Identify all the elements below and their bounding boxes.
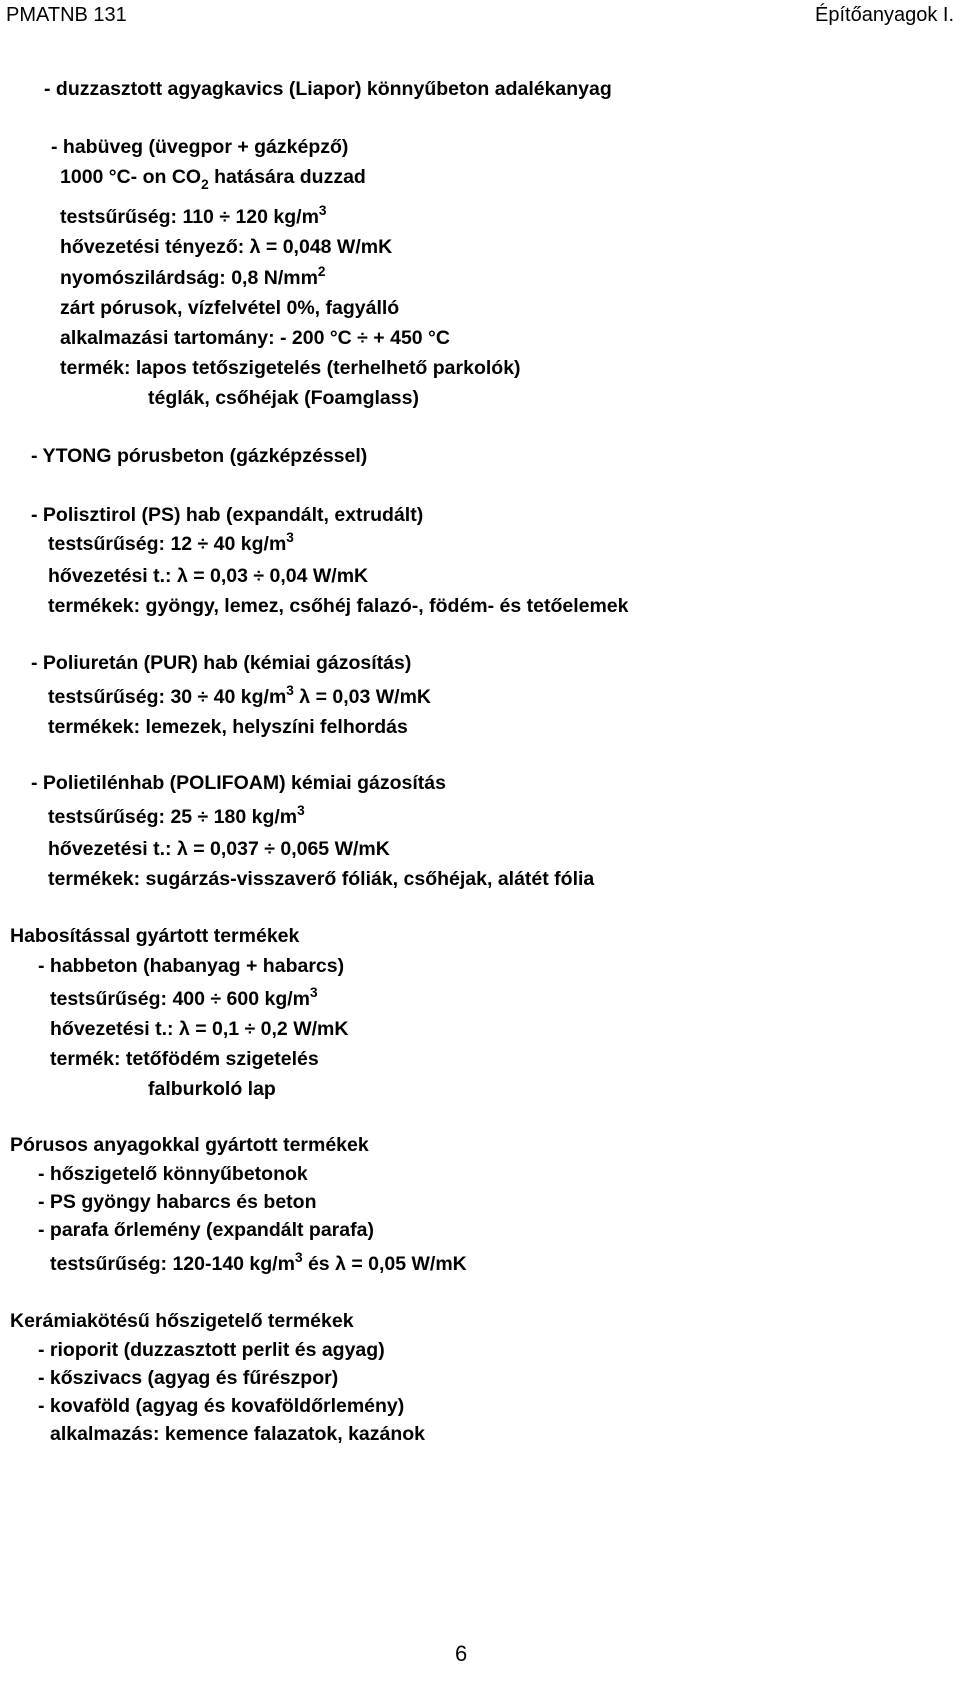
text-line: - kőszivacs (agyag és fűrészpor) [38, 1367, 339, 1389]
text-line: termék: tetőfödém szigetelés [50, 1048, 319, 1070]
page-header-left: PMATNB 131 [6, 4, 127, 26]
text-line: - habbeton (habanyag + habarcs) [38, 955, 345, 977]
text-line: zárt pórusok, vízfelvétel 0%, fagyálló [60, 297, 400, 319]
text-line: - hőszigetelő könnyűbetonok [38, 1163, 308, 1185]
text-line: - habüveg (üvegpor + gázképző) [51, 136, 349, 158]
text-line: - Polietilénhab (POLIFOAM) kémiai gázosítás [31, 772, 446, 794]
section-heading: Pórusos anyagokkal gyártott termékek [10, 1134, 369, 1156]
text-line: termékek: sugárzás-visszaverő fóliák, csőhéjak, alátét fólia [48, 868, 595, 890]
text-line: testsűrűség: 120-140 $kg/m^3$ és λ = 0,05 W/mK [50, 1249, 467, 1275]
text-line: falburkoló lap [148, 1078, 276, 1100]
section-heading: Habosítással gyártott termékek [10, 925, 300, 947]
text-line: hővezetési t.: λ = 0,1 ÷ 0,2 W/mK [50, 1018, 349, 1040]
text-line: termékek: gyöngy, lemez, csőhéj falazó-, födém- és tetőelemek [48, 595, 629, 617]
text-line: termék: lapos tetőszigetelés (terhelhető parkolók) [60, 357, 521, 379]
text-line: testsűrűség: 400 ÷ 600 $kg/m^3$ [50, 984, 318, 1010]
text-line: 1000 °C- on $CO_2$ hatására duzzad [60, 166, 366, 193]
section-heading: Kerámiakötésű hőszigetelő termékek [10, 1310, 354, 1332]
page-number: 6 [455, 1641, 468, 1666]
text-line: - Polisztirol (PS) hab (expandált, extrudált) [31, 504, 424, 526]
text-line: hővezetési t.: λ = 0,03 ÷ 0,04 W/mK [48, 565, 369, 587]
text-line: hővezetési t.: λ = 0,037 ÷ 0,065 W/mK [48, 838, 390, 860]
text-line: - Poliuretán (PUR) hab (kémiai gázosítás) [31, 652, 412, 674]
text-line: testsűrűség: 12 ÷ 40 $kg/m^3$ [48, 529, 294, 555]
text-line: alkalmazás: kemence falazatok, kazánok [50, 1423, 426, 1445]
text-line: - YTONG pórusbeton (gázképzéssel) [31, 445, 368, 467]
text-line: - parafa őrlemény (expandált parafa) [38, 1219, 374, 1241]
text-line: termékek: lemezek, helyszíni felhordás [48, 716, 408, 738]
text-line: - rioporit (duzzasztott perlit és agyag) [38, 1339, 385, 1361]
text-line: - duzzasztott agyagkavics (Liapor) könnyűbeton adalékanyag [44, 78, 612, 100]
text-line: hővezetési tényező: λ = 0,048 W/mK [60, 236, 393, 258]
text-line: nyomószilárdság: 0,8 $N/mm^2$ [60, 263, 326, 289]
text-line: - PS gyöngy habarcs és beton [38, 1191, 317, 1213]
text-line: alkalmazási tartomány: - 200 °C ÷ + 450 °C [60, 327, 450, 349]
text-line: testsűrűség: 30 ÷ 40 $kg/m^3$ λ = 0,03 W/mK [48, 682, 431, 708]
text-line: - kovaföld (agyag és kovaföldőrlemény) [38, 1395, 405, 1417]
page-header-right: Építőanyagok I. [815, 4, 954, 26]
text-line: testsűrűség: 25 ÷ 180 $kg/m^3$ [48, 802, 305, 828]
text-line: téglák, csőhéjak (Foamglass) [148, 387, 419, 409]
text-line: testsűrűség: 110 ÷ 120 $kg/m^3$ [60, 202, 327, 228]
